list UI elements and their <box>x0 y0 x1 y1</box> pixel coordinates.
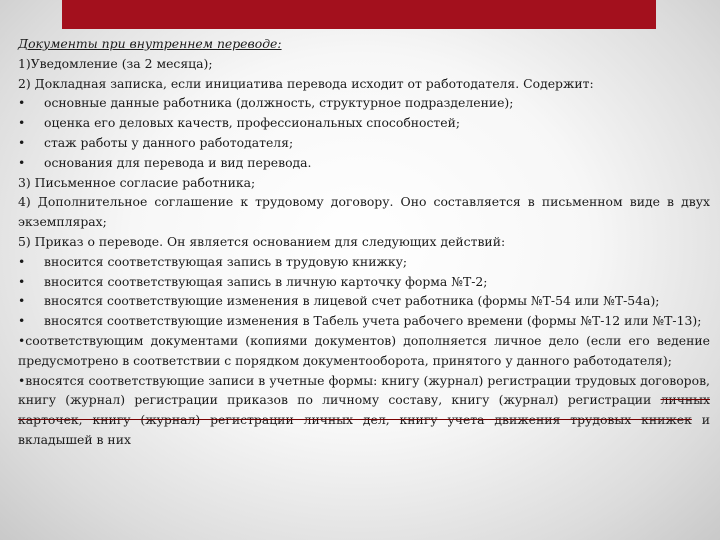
bullet-icon: • <box>18 95 26 111</box>
bullet-icon: • <box>18 253 26 269</box>
slide-content <box>18 34 710 450</box>
bullet-icon: • <box>18 273 26 289</box>
list-item-text: вносится соответствующая запись в личную карточку форма №Т-2; <box>44 273 488 289</box>
list-item <box>18 133 710 153</box>
list-item-text: вносятся соответствующие изменения в лицевой счет работника (формы №Т-54 или №Т-54а); <box>44 293 660 309</box>
item-4: 4) Дополнительное соглашение к трудовому договору. Оно составляется в письменном виде в двух экземплярах; <box>18 194 710 230</box>
bullet-icon: • <box>18 293 26 309</box>
bullet-icon: • <box>18 313 26 329</box>
list-item <box>18 291 710 311</box>
list-item <box>18 252 710 272</box>
item-3: 3) Письменное согласие работника; <box>18 174 256 190</box>
bullet-icon: • <box>18 154 26 170</box>
item-5: 5) Приказ о переводе. Он является основанием для следующих действий: <box>18 233 506 249</box>
item-6: •соответствующим документами (копиями документов) дополняется личное дело (если его ведение предусмотрено в соответствии с порядком документооборота, принятого у данного работодателя); <box>18 332 710 368</box>
list-item <box>18 311 710 331</box>
list-item <box>18 153 710 173</box>
bullet-icon: • <box>18 134 26 150</box>
list-item-text: вносятся соответствующие изменения в Табель учета рабочего времени (формы №Т-12 или №Т-13); <box>44 313 702 329</box>
item-1: 1)Уведомление (за 2 месяца); <box>18 55 213 71</box>
title-bar <box>62 0 656 29</box>
item-2: 2) Докладная записка, если инициатива перевода исходит от работодателя. Содержит: <box>18 75 594 91</box>
list-item <box>18 93 710 113</box>
list-item-text: вносится соответствующая запись в трудовую книжку; <box>44 253 408 269</box>
list-item-text: стаж работы у данного работодателя; <box>44 134 294 150</box>
item-7-struck-text: личных карточек, книгу (журнал) регистрации личных дел, книгу учета движения трудовых книжек <box>18 392 710 428</box>
item-7-text: •вносятся соответствующие записи в учетные формы: книгу (журнал) регистрации трудовых договоров, книгу (журнал) регистрации приказов по личному составу, книгу (журнал) регистрации <box>18 372 710 408</box>
list-item <box>18 113 710 133</box>
list-item-text: основные данные работника (должность, структурное подразделение); <box>44 95 514 111</box>
section-title: Документы при внутреннем переводе: <box>18 36 282 51</box>
item-7-end-text: и вкладышей в них <box>18 412 711 447</box>
list-item <box>18 272 710 292</box>
bullet-icon: • <box>18 115 26 131</box>
list-item-text: оценка его деловых качеств, профессиональных способностей; <box>44 115 461 131</box>
list-item-text: основания для перевода и вид перевода. <box>44 154 312 170</box>
item-7 <box>18 371 710 450</box>
